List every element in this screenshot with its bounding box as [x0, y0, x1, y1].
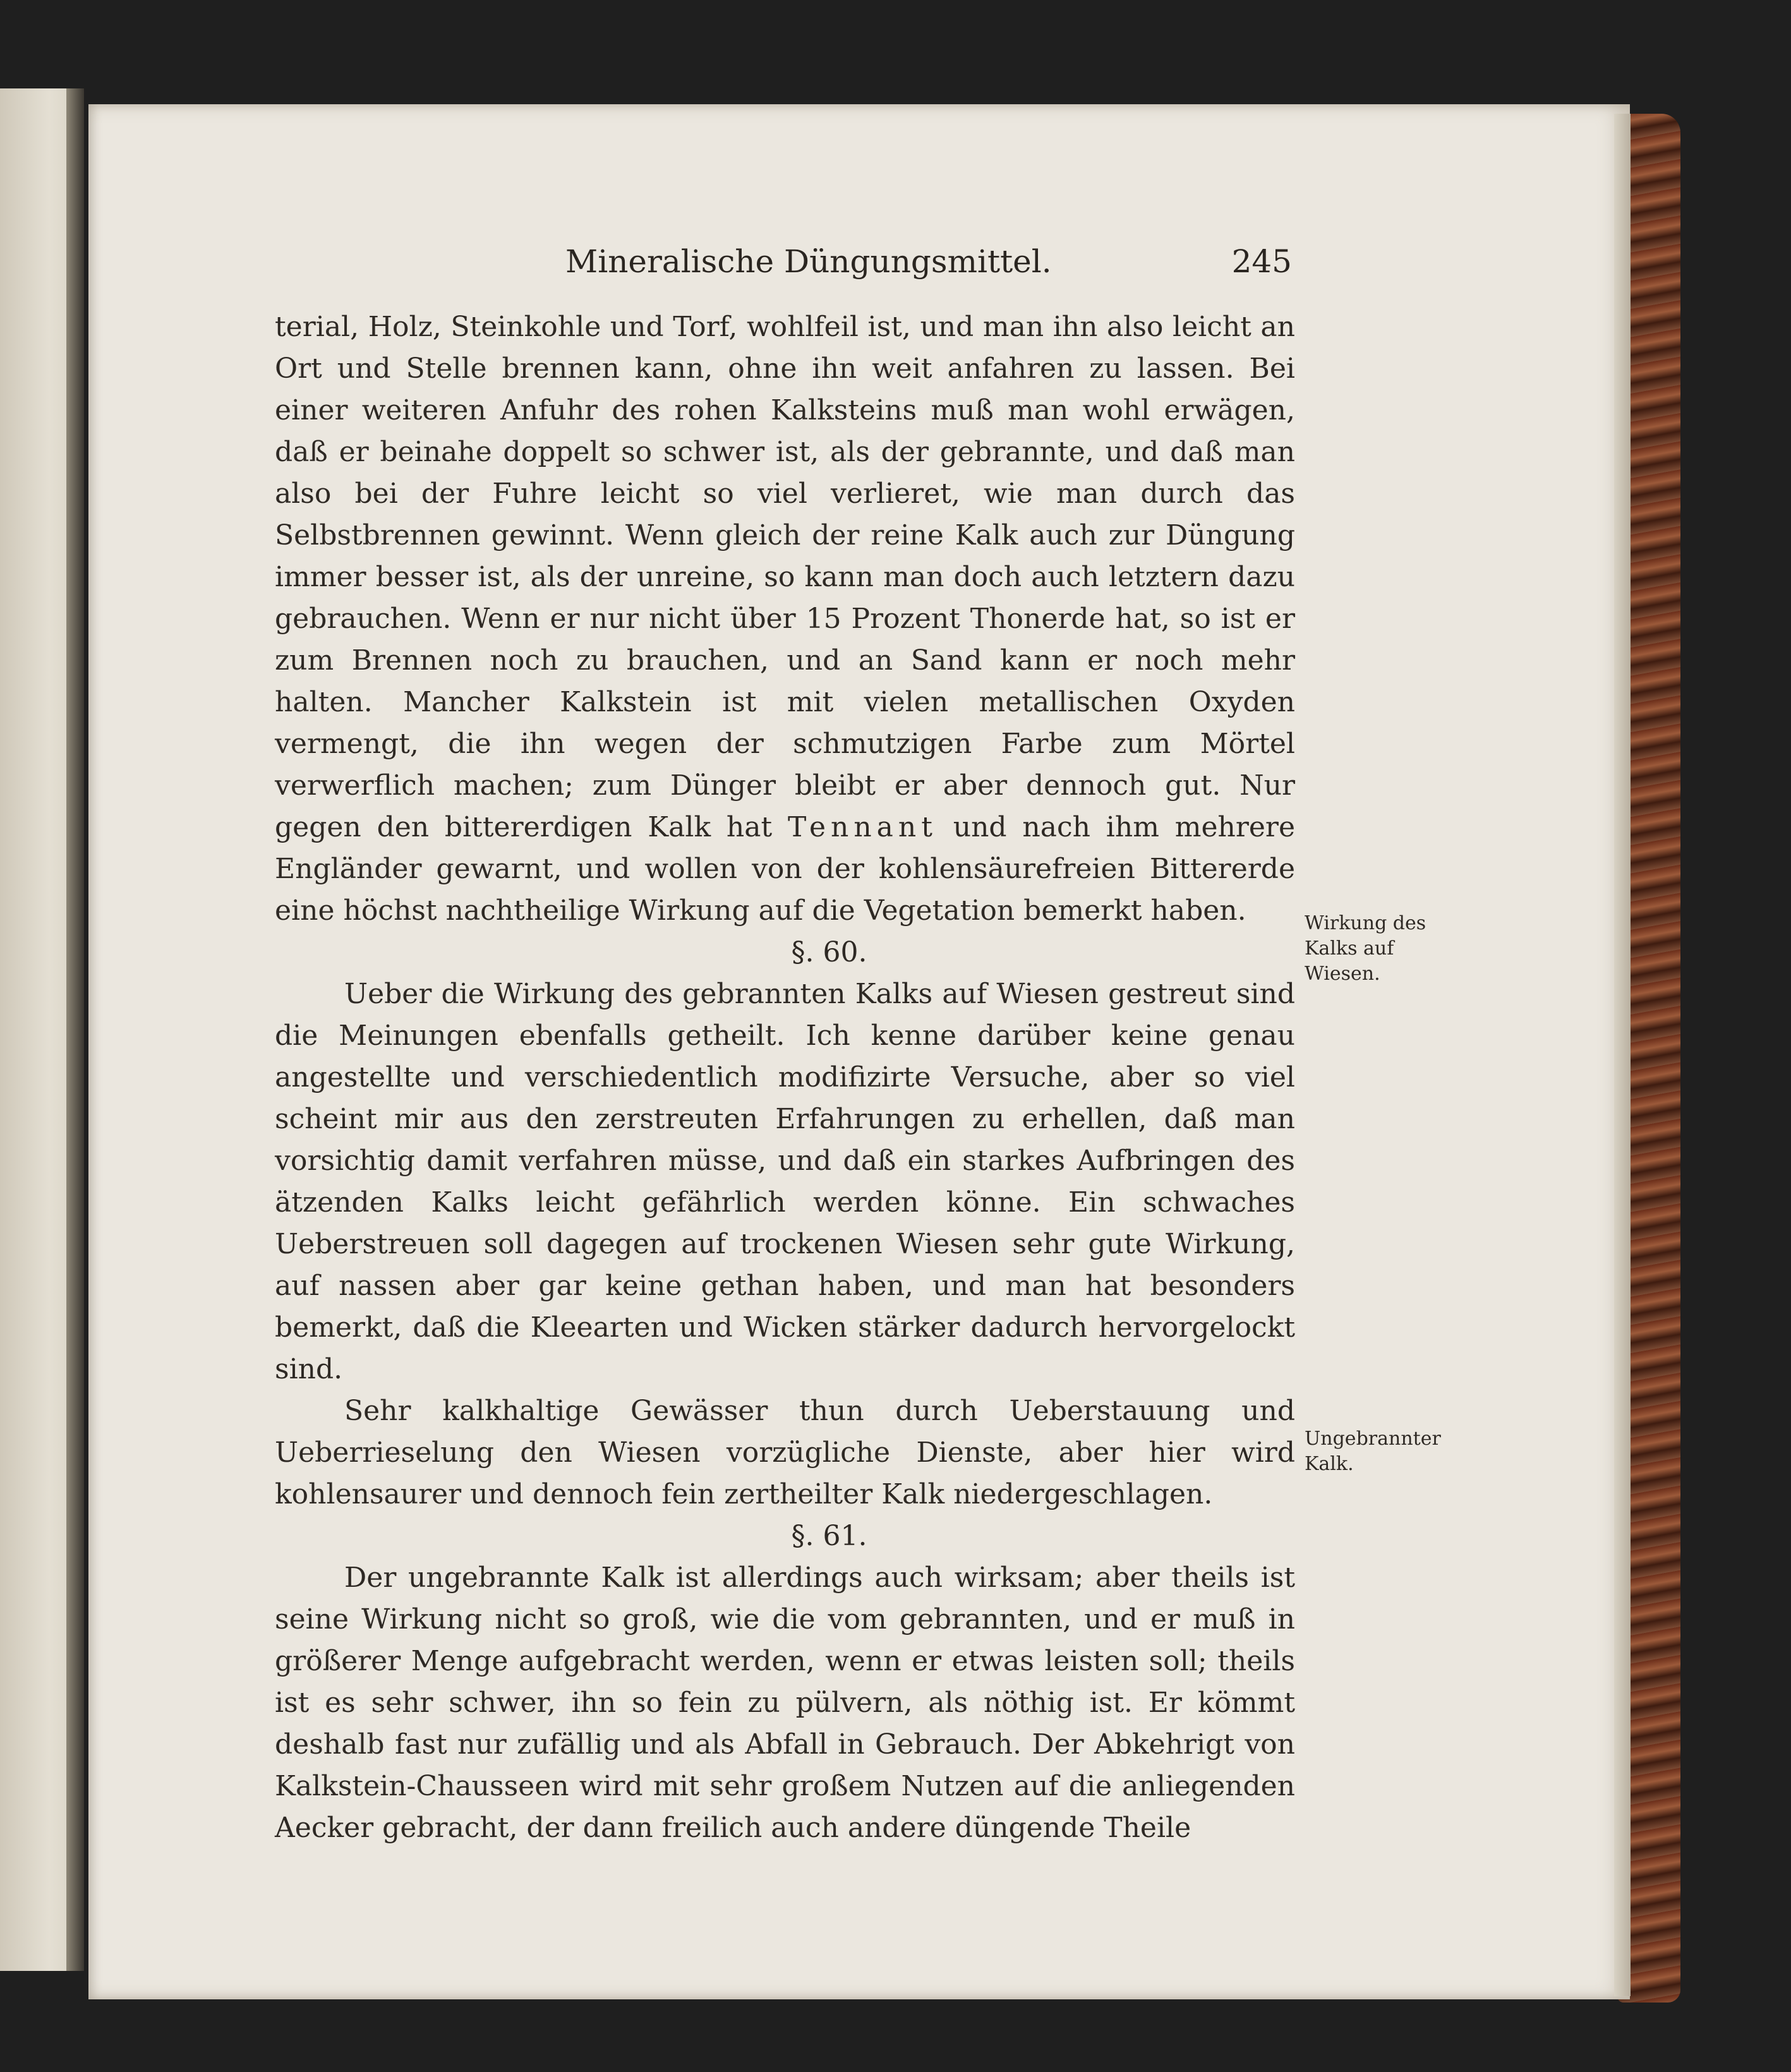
paragraph: Sehr kalkhaltige Gewässer thun durch Ueberstauung und Ueberrieselung den Wiesen vorzügliche Dienste, aber hier wird kohlensaurer und dennoch fein zertheilter Kalk niedergeschlagen.: [275, 1395, 1295, 1510]
body-text: [275, 306, 1295, 1849]
paragraph-text-end: und nach ihm mehrere Engländer gewarnt, und wollen von der kohlensäurefreien Bittererde eine höchst nachtheilige Wirkung auf die Vegetation bemerkt haben.: [275, 811, 1295, 927]
paragraph: Der ungebrannte Kalk ist allerdings auch wirksam; aber theils ist seine Wirkung nicht so groß, wie die vom gebrannten, und er muß in größerer Menge aufgebracht werden, wenn er etwas leisten soll; theils ist es sehr schwer, ihn so fein zu pülvern, als nöthig ist. Er kömmt deshalb fast nur zufällig und als Abfall in Gebrauch. Der Abkehrigt von Kalkstein-Chausseen wird mit sehr großem Nutzen auf die anliegenden Aecker gebracht, der dann freilich auch andere düngende Theile: [275, 1562, 1295, 1844]
page-number: 245: [1231, 243, 1292, 280]
running-title: Mineralische Düngungsmittel.: [565, 243, 1052, 280]
marginal-note: Wirkung des Kalks auf Wiesen.: [1305, 912, 1426, 985]
section-heading: §. 60.: [791, 936, 867, 968]
paragraph-text: terial, Holz, Steinkohle und Torf, wohlfeil ist, und man ihn also leicht an Ort und Stelle brennen kann, ohne ihn weit anfahren zu lassen. Bei einer weiteren Anfuhr des rohen Kalksteins muß man wohl erwägen, daß er beinahe doppelt so schwer ist, als der gebrannte, und daß man also bei der Fuhre leicht so viel verlieret, wie man durch das Selbstbrennen gewinnt. Wenn gleich der reine Kalk auch zur Düngung immer besser ist, als der unreine, so kann man doch auch letztern dazu gebrauchen. Wenn er nur nicht über 15 Prozent Thonerde hat, so ist er zum Brennen noch zu brauchen, und an Sand kann er noch mehr halten. Mancher Kalkstein ist mit vielen metallischen Oxyden vermengt, die ihn wegen der schmutzigen Farbe zum Mörtel verwerflich machen; zum Dünger bleibt er aber dennoch gut. Nur gegen den bittererdigen Kalk hat: [275, 311, 1295, 843]
person-name: Tennant: [788, 811, 938, 843]
book-gutter: [66, 88, 84, 1971]
page-edge: [1614, 114, 1631, 1996]
section-heading: §. 61.: [791, 1520, 867, 1552]
marginal-note: Ungebrannter Kalk.: [1305, 1428, 1441, 1475]
paragraph-continued: [275, 306, 1295, 932]
paragraph: Ueber die Wirkung des gebrannten Kalks auf Wiesen gestreut sind die Meinungen ebenfalls getheilt. Ich kenne darüber keine genau angestellte und verschiedentlich modifizirte Versuche, aber so viel scheint mir aus den zerstreuten Erfahrungen zu erhellen, daß man vorsichtig damit verfahren müsse, und daß ein starkes Aufbringen des ätzenden Kalks leicht gefährlich werden könne. Ein schwaches Ueberstreuen soll dagegen auf trockenen Wiesen sehr gute Wirkung, auf nassen aber gar keine gethan haben, und man hat besonders bemerkt, daß die Kleearten und Wicken stärker dadurch hervorgelockt sind.: [275, 978, 1295, 1385]
page-header: [565, 243, 1292, 294]
